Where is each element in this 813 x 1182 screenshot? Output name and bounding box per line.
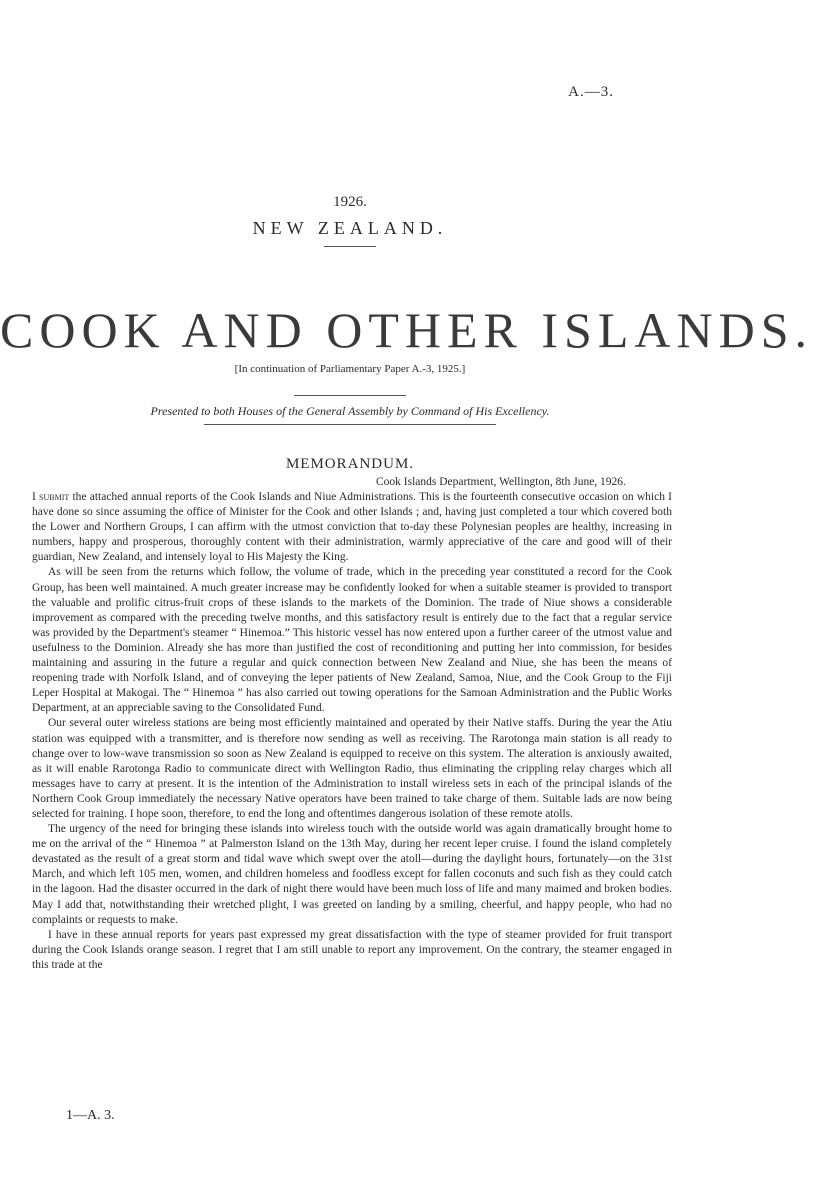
paragraph: I submit the attached annual reports of the Cook Islands and Niue Administrations. This is the fourteenth consecutive occasion on which I have done so since assuming the office of Minister for the Cook and other Islands ; and, having just completed a tour which covered both the Lower and Northern Groups, I can affirm with the utmost conviction that to-day these Polynesian peoples are healthy, increasing in numbers, happy and prosperous, thoroughly content with their administration, warmly appreciative of the care and good will of their guardian, New Zealand, and intensely loyal to His Majesty the King. bbox=[32, 491, 672, 564]
paper-reference: A.—3. bbox=[568, 84, 614, 100]
memorandum-heading: MEMORANDUM. bbox=[285, 456, 415, 472]
continuation-note: [In continuation of Parliamentary Paper A.-3, 1925.] bbox=[234, 363, 466, 375]
page-signature: 1—A. 3. bbox=[66, 1108, 115, 1123]
paragraph: Our several outer wireless stations are being most efficiently maintained and operated by their Native staffs. During the year the Atiu station was equipped with a transmitter, and is therefore now sending as well as receiving. The Rarotonga main station is all ready to change over to low-wave transmission so soon as New Zealand is equipped to receive on this system. The alteration is anxiously awaited, as it will enable Rarotonga Radio to communicate direct with Wellington Radio, thus eliminating the crippling relay charges which all messages have to carry at present. It is the intention of the Administration to install wireless sets in each of the principal islands of the Northern Cook Group immediately the necessary Native operators have been trained to take charge of them. Suitable lads are now being selected for training. I hope soon, therefore, to end the long and oftentimes dangerous isolation of these remote atolls. bbox=[32, 717, 672, 820]
lead-word: I submit bbox=[32, 491, 70, 503]
divider bbox=[294, 395, 406, 396]
paragraph: As will be seen from the returns which follow, the volume of trade, which in the preceding year constituted a record for the Cook Group, has been well maintained. A much greater increase may be confidently looked for when a suitable steamer is provided to transport the valuable and prolific citrus-fruit crops of these islands to the markets of the Dominion. The trade of Niue shows a considerable improvement as compared with the preceding twelve months, and this satisfactory result is entirely due to the fact that a regular service was provided by the Department's steamer “ Hinemoa.” This historic vessel has now entered upon a further career of the utmost value and usefulness to the Dominion. Already she has more than justified the cost of reconditioning and putting her into commission, for besides maintaining and assuring in the future a regular and quick connection between New Zealand and Niue, she has been the means of reopening trade with Norfolk Island, and of conveying the leper patients of New Zealand, Samoa, Niue, and the Cook Group to the Fiji Leper Hospital at Makogai. The “ Hinemoa ” has also carried out towing operations for the Samoan Administration and the Public Works Department, at an appreciable saving to the Consolidated Fund. bbox=[32, 566, 672, 715]
document-title: COOK AND OTHER ISLANDS. bbox=[0, 302, 813, 358]
divider bbox=[204, 424, 496, 425]
memorandum-body bbox=[32, 490, 672, 973]
year: 1926. bbox=[333, 194, 367, 210]
country-heading: NEW ZEALAND. bbox=[252, 218, 448, 238]
dateline: Cook Islands Department, Wellington, 8th June, 1926. bbox=[376, 476, 626, 488]
paragraph: The urgency of the need for bringing these islands into wireless touch with the outside world was again dramatically brought home to me on the arrival of the “ Hinemoa ” at Palmerston Island on the 13th May, during her recent leper cruise. I found the island completely devastated as the result of a great storm and tidal wave which swept over the atoll—during the daylight hours, fortunately—on the 31st March, and which left 105 men, women, and children homeless and foodless except for fallen coconuts and such fish as they could catch in the lagoon. Had the disaster occurred in the dark of night there would have been much loss of life and many maimed and broken bodies. May I add that, notwithstanding their wretched plight, I was greeted on landing by a smiling, cheerful, and happy people, who had no complaints or requests to make. bbox=[32, 823, 672, 926]
presented-line: Presented to both Houses of the General Assembly by Command of His Excellency. bbox=[150, 404, 550, 418]
divider bbox=[324, 246, 376, 247]
paragraph: I have in these annual reports for years past expressed my great dissatisfaction with the type of steamer provided for fruit transport during the Cook Islands orange season. I regret that I am still unable to report any improvement. On the contrary, the steamer engaged in this trade at the bbox=[32, 928, 672, 971]
